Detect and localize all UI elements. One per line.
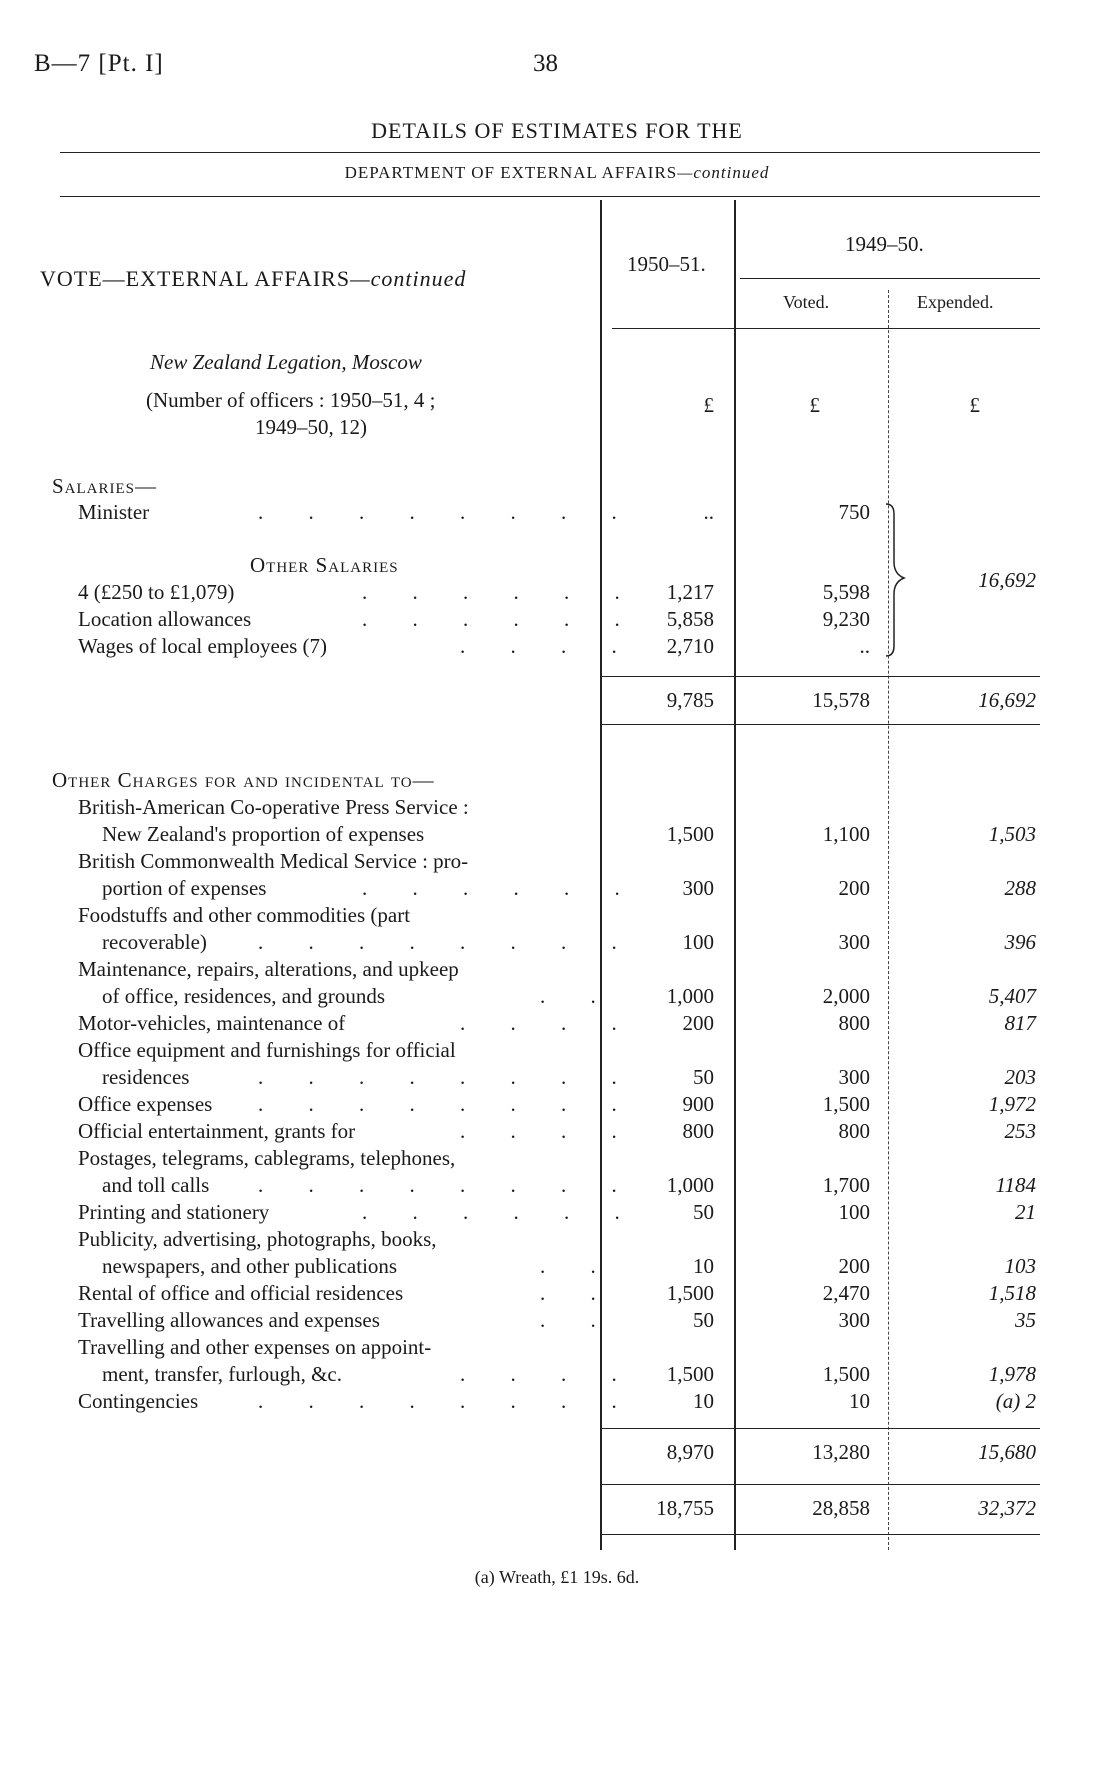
charge-item-voted: 2,000 [822, 984, 870, 1008]
grand-total-1950: 18,755 [656, 1496, 714, 1520]
charge-item-label: Publicity, advertising, photographs, books, [78, 1227, 437, 1251]
salary-row-voted: .. [859, 634, 870, 658]
charge-item-label: Contingencies [78, 1389, 199, 1413]
charge-item-voted: 800 [838, 1011, 870, 1035]
salaries-heading: Salaries— [52, 474, 158, 498]
salaries-total-rule [600, 676, 1040, 677]
charge-item-voted: 800 [838, 1119, 870, 1143]
column-1950-51: 1950–51. [627, 252, 706, 276]
charge-item-voted: 1,500 [822, 1092, 870, 1116]
leader-dots: . . . . [460, 634, 637, 658]
leader-dots: . . [540, 984, 616, 1008]
salary-row-label: Location allowances [78, 607, 252, 631]
charges-total-rule [600, 1428, 1040, 1429]
title-rule [60, 152, 1040, 153]
salaries-total-1950: 9,785 [666, 688, 714, 712]
charge-item-label: Foodstuffs and other commodities (part [78, 903, 411, 927]
charge-item-voted: 1,500 [822, 1362, 870, 1386]
charge-item-1950: 900 [682, 1092, 714, 1116]
leader-dots: . . . . . . . . [258, 1389, 637, 1413]
charge-item-label: Postages, telegrams, cablegrams, telephones, [78, 1146, 456, 1170]
charge-item-label: Rental of office and official residences [78, 1281, 404, 1305]
leader-dots: . . . . . . . . [258, 930, 637, 954]
charges-total-1950: 8,970 [666, 1440, 714, 1464]
salary-row-voted: 9,230 [822, 607, 870, 631]
charge-item-voted: 200 [838, 1254, 870, 1278]
charge-item-voted: 300 [838, 1065, 870, 1089]
charge-item-label-cont: of office, residences, and grounds [102, 984, 386, 1008]
charge-item-label-cont: New Zealand's proportion of expenses [102, 822, 425, 846]
charges-total-voted: 13,280 [812, 1440, 870, 1464]
document-series: B—7 [Pt. I] [34, 50, 164, 77]
currency-voted: £ [809, 393, 820, 417]
officers-count-cont: 1949–50, 12) [255, 415, 367, 439]
charge-item-label: Official entertainment, grants for [78, 1119, 356, 1143]
charge-item-voted: 200 [838, 876, 870, 900]
leader-dots: . . . . . . . . [258, 1173, 637, 1197]
charge-item-label: Printing and stationery [78, 1200, 270, 1224]
charge-item-1950: 50 [693, 1308, 714, 1332]
charge-item-label: Maintenance, repairs, alterations, and upkeep [78, 957, 459, 981]
salary-row-1950: 2,710 [666, 634, 714, 658]
page-subtitle: DEPARTMENT OF EXTERNAL AFFAIRS—continued [344, 163, 770, 182]
charge-item-voted: 300 [838, 930, 870, 954]
charge-item-label: Office equipment and furnishings for official [78, 1038, 456, 1062]
column-expended: Expended. [917, 292, 994, 312]
charge-item-label-cont: ment, transfer, furlough, &c. [102, 1362, 343, 1386]
charge-item-expended: 1,972 [988, 1092, 1036, 1116]
vote-heading: VOTE—EXTERNAL AFFAIRS—continued [40, 266, 467, 291]
salary-row-1950: 1,217 [666, 580, 714, 604]
charge-item-label-cont: and toll calls [102, 1173, 210, 1197]
charge-item-label: Motor-vehicles, maintenance of [78, 1011, 346, 1035]
charge-item-expended: 1,518 [988, 1281, 1036, 1305]
page-title: DETAILS OF ESTIMATES FOR THE [371, 118, 743, 143]
leader-dots: . . . . . . . . [258, 500, 637, 524]
header-bottom-rule [612, 328, 1040, 329]
salaries-total-voted: 15,578 [812, 688, 870, 712]
column-divider-middle [734, 200, 736, 1550]
salaries-bottom-rule [600, 724, 1040, 725]
leader-dots: . . . . . . [362, 1200, 640, 1224]
leader-dots: . . . . . . [362, 607, 640, 631]
column-1949-50: 1949–50. [845, 232, 924, 256]
charge-item-label: Travelling allowances and expenses [78, 1308, 380, 1332]
charge-item-1950: 100 [682, 930, 714, 954]
charge-item-1950: 1,500 [666, 822, 714, 846]
legation-name: New Zealand Legation, Moscow [150, 350, 422, 374]
charge-item-expended: (a) 2 [995, 1389, 1036, 1413]
grand-total-rule [600, 1484, 1040, 1485]
charge-item-expended: 35 [1015, 1308, 1036, 1332]
charge-item-label-cont: newspapers, and other publications [102, 1254, 398, 1278]
leader-dots: . . . . [460, 1011, 637, 1035]
charge-item-1950: 200 [682, 1011, 714, 1035]
charge-item-1950: 1,500 [666, 1362, 714, 1386]
charge-item-label-cont: residences [102, 1065, 190, 1089]
footnote: (a) Wreath, £1 19s. 6d. [474, 1567, 640, 1587]
charge-item-voted: 300 [838, 1308, 870, 1332]
currency-1950: £ [703, 393, 714, 417]
charge-item-expended: 288 [1004, 876, 1036, 900]
charge-item-expended: 1184 [995, 1173, 1036, 1197]
charge-item-1950: 10 [693, 1254, 714, 1278]
leader-dots: . . [540, 1281, 616, 1305]
charge-item-expended: 253 [1004, 1119, 1036, 1143]
column-divider-dashed [888, 290, 889, 1550]
currency-expended: £ [969, 393, 980, 417]
salaries-expended-combined: 16,692 [978, 568, 1036, 592]
charge-item-label: Travelling and other expenses on appoint- [78, 1335, 432, 1359]
subtitle-rule [60, 196, 1040, 197]
grand-total-voted: 28,858 [812, 1496, 870, 1520]
charge-item-1950: 10 [693, 1389, 714, 1413]
charge-item-voted: 10 [849, 1389, 870, 1413]
salaries-total-expended: 16,692 [978, 688, 1036, 712]
charge-item-1950: 800 [682, 1119, 714, 1143]
charge-item-label-cont: portion of expenses [102, 876, 267, 900]
charge-item-1950: 300 [682, 876, 714, 900]
salary-row-1950: 5,858 [666, 607, 714, 631]
charge-item-voted: 2,470 [822, 1281, 870, 1305]
charge-item-expended: 21 [1015, 1200, 1036, 1224]
charge-item-expended: 396 [1004, 930, 1036, 954]
charge-item-1950: 1,500 [666, 1281, 714, 1305]
charge-item-1950: 50 [693, 1200, 714, 1224]
charge-item-1950: 1,000 [666, 1173, 714, 1197]
leader-dots: . . . . . . . . [258, 1092, 637, 1116]
charge-item-expended: 103 [1004, 1254, 1036, 1278]
charge-item-label: Office expenses [78, 1092, 213, 1116]
leader-dots: . . . . [460, 1362, 637, 1386]
charges-total-expended: 15,680 [978, 1440, 1036, 1464]
charge-item-label-cont: recoverable) [102, 930, 207, 954]
leader-dots: . . . . . . . . [258, 1065, 637, 1089]
charge-item-expended: 203 [1004, 1065, 1036, 1089]
charge-item-voted: 1,100 [822, 822, 870, 846]
leader-dots: . . [540, 1254, 616, 1278]
salary-row-label: 4 (£250 to £1,079) [78, 580, 235, 604]
charge-item-expended: 5,407 [988, 984, 1036, 1008]
grand-total-expended: 32,372 [978, 1496, 1036, 1520]
leader-dots: . . . . . . [362, 876, 640, 900]
header-split-rule [740, 278, 1040, 279]
column-voted: Voted. [783, 292, 830, 312]
other-salaries-heading: Other Salaries [250, 553, 399, 577]
charge-item-expended: 817 [1004, 1011, 1036, 1035]
charge-item-label: British-American Co-operative Press Service : [78, 795, 469, 819]
page-number: 38 [533, 50, 558, 77]
leader-dots: . . . . [460, 1119, 637, 1143]
charge-item-label: British Commonwealth Medical Service : pro- [78, 849, 469, 873]
leader-dots: . . . . . . [362, 580, 640, 604]
minister-1950: .. [703, 500, 714, 524]
charge-item-voted: 1,700 [822, 1173, 870, 1197]
salary-row-voted: 5,598 [822, 580, 870, 604]
other-charges-heading: Other Charges for and incidental to— [52, 768, 435, 792]
salary-row-label: Wages of local employees (7) [78, 634, 328, 658]
charge-item-1950: 50 [693, 1065, 714, 1089]
charge-item-voted: 100 [838, 1200, 870, 1224]
charge-item-expended: 1,503 [988, 822, 1036, 846]
minister-voted: 750 [838, 500, 870, 524]
minister-label: Minister [78, 500, 150, 524]
officers-count: (Number of officers : 1950–51, 4 ; [146, 388, 436, 412]
grand-total-bottom-rule [600, 1534, 1040, 1535]
charge-item-expended: 1,978 [988, 1362, 1036, 1386]
leader-dots: . . [540, 1308, 616, 1332]
charge-item-1950: 1,000 [666, 984, 714, 1008]
